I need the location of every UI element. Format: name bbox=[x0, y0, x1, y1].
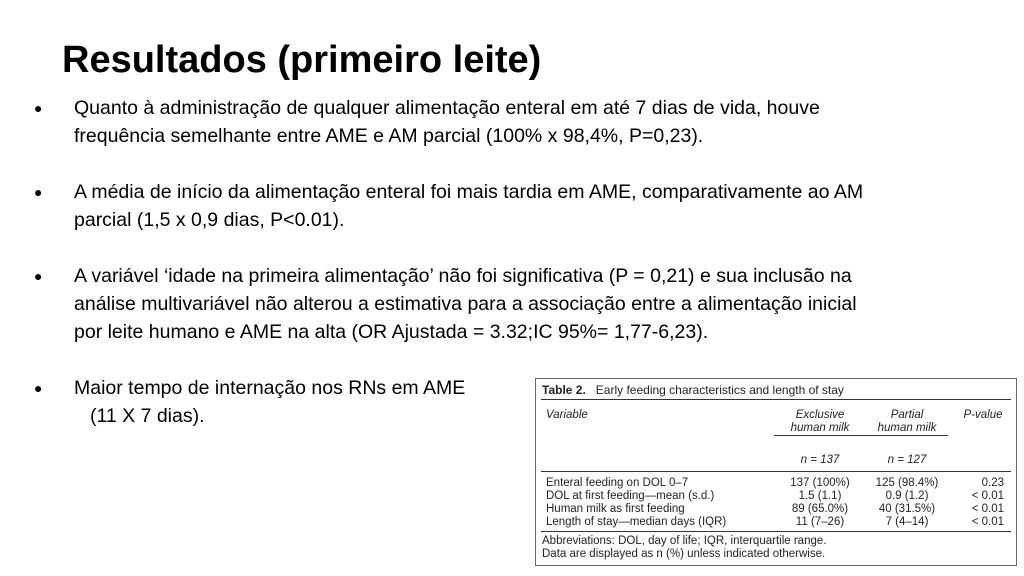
table-rule bbox=[541, 399, 1011, 400]
bullet-line: (11 X 7 dias). bbox=[90, 405, 205, 427]
row-partial: 125 (98.4%) bbox=[875, 477, 939, 489]
row-variable: Enteral feeding on DOL 0–7 bbox=[546, 477, 689, 489]
slide-title: Resultados (primeiro leite) bbox=[62, 39, 542, 81]
header-exclusive-line: Exclusive bbox=[795, 409, 845, 421]
row-exclusive: 11 (7–26) bbox=[795, 516, 845, 528]
header-variable: Variable bbox=[546, 409, 588, 421]
bullet-line: Maior tempo de internação nos RNs em AME bbox=[74, 377, 466, 399]
row-partial: 7 (4–14) bbox=[885, 516, 929, 528]
bullet-line: A variável ‘idade na primeira alimentação’ não foi significativa (P = 0,21) e sua inclusão na bbox=[74, 265, 852, 287]
header-partial-line: human milk bbox=[866, 422, 948, 436]
bullet-item bbox=[32, 178, 1007, 234]
n-partial: n = 127 bbox=[887, 454, 927, 466]
bullet-dot-icon: ● bbox=[34, 380, 43, 396]
header-partial-line: Partial bbox=[890, 409, 924, 421]
bullet-item bbox=[32, 262, 1007, 346]
table-caption-text: Early feeding characteristics and length of stay bbox=[595, 383, 844, 397]
table-rule bbox=[541, 471, 1011, 472]
row-exclusive: 137 (100%) bbox=[790, 477, 850, 489]
table-label: Table 2. bbox=[542, 383, 586, 397]
header-exclusive bbox=[774, 409, 866, 436]
bullet-line: frequência semelhante entre AME e AM parcial (100% x 98,4%, P=0,23). bbox=[74, 125, 704, 147]
row-variable: Length of stay—median days (IQR) bbox=[546, 516, 727, 528]
row-pvalue: < 0.01 bbox=[971, 490, 1004, 502]
row-pvalue: < 0.01 bbox=[971, 516, 1004, 528]
bullet-dot-icon: ● bbox=[34, 100, 43, 116]
header-exclusive-line: human milk bbox=[774, 422, 866, 436]
row-pvalue: < 0.01 bbox=[971, 503, 1004, 515]
row-exclusive: 1.5 (1.1) bbox=[798, 490, 842, 502]
results-table-image bbox=[535, 378, 1017, 566]
row-pvalue: 0.23 bbox=[981, 477, 1004, 489]
table-rule bbox=[541, 531, 1011, 532]
header-pvalue: P-value bbox=[963, 409, 1003, 421]
table-footnote: Abbreviations: DOL, day of life; IQR, interquartile range. bbox=[542, 535, 827, 547]
bullet-line: análise multivariável não alterou a estimativa para a associação entre a alimentação inicial bbox=[74, 293, 857, 315]
n-exclusive: n = 137 bbox=[800, 454, 840, 466]
row-partial: 0.9 (1.2) bbox=[885, 490, 929, 502]
row-exclusive: 89 (65.0%) bbox=[791, 503, 849, 515]
header-partial bbox=[866, 409, 948, 436]
bullet-line: por leite humano e AME na alta (OR Ajustada = 3.32;IC 95%= 1,77-6,23). bbox=[74, 321, 709, 343]
bullet-line: A média de início da alimentação enteral foi mais tardia em AME, comparativamente ao AM bbox=[74, 181, 864, 203]
row-variable: DOL at first feeding—mean (s.d.) bbox=[546, 490, 715, 502]
table-footnote: Data are displayed as n (%) unless indicated otherwise. bbox=[542, 548, 826, 560]
row-variable: Human milk as first feeding bbox=[546, 503, 685, 515]
table-caption bbox=[542, 383, 844, 397]
row-partial: 40 (31.5%) bbox=[878, 503, 936, 515]
bullet-dot-icon: ● bbox=[34, 184, 43, 200]
bullet-line: parcial (1,5 x 0,9 dias, P<0.01). bbox=[74, 209, 345, 231]
bullet-line: Quanto à administração de qualquer alimentação enteral em até 7 dias de vida, houve bbox=[74, 97, 820, 119]
bullet-item bbox=[32, 94, 1007, 150]
bullet-dot-icon: ● bbox=[34, 268, 43, 284]
